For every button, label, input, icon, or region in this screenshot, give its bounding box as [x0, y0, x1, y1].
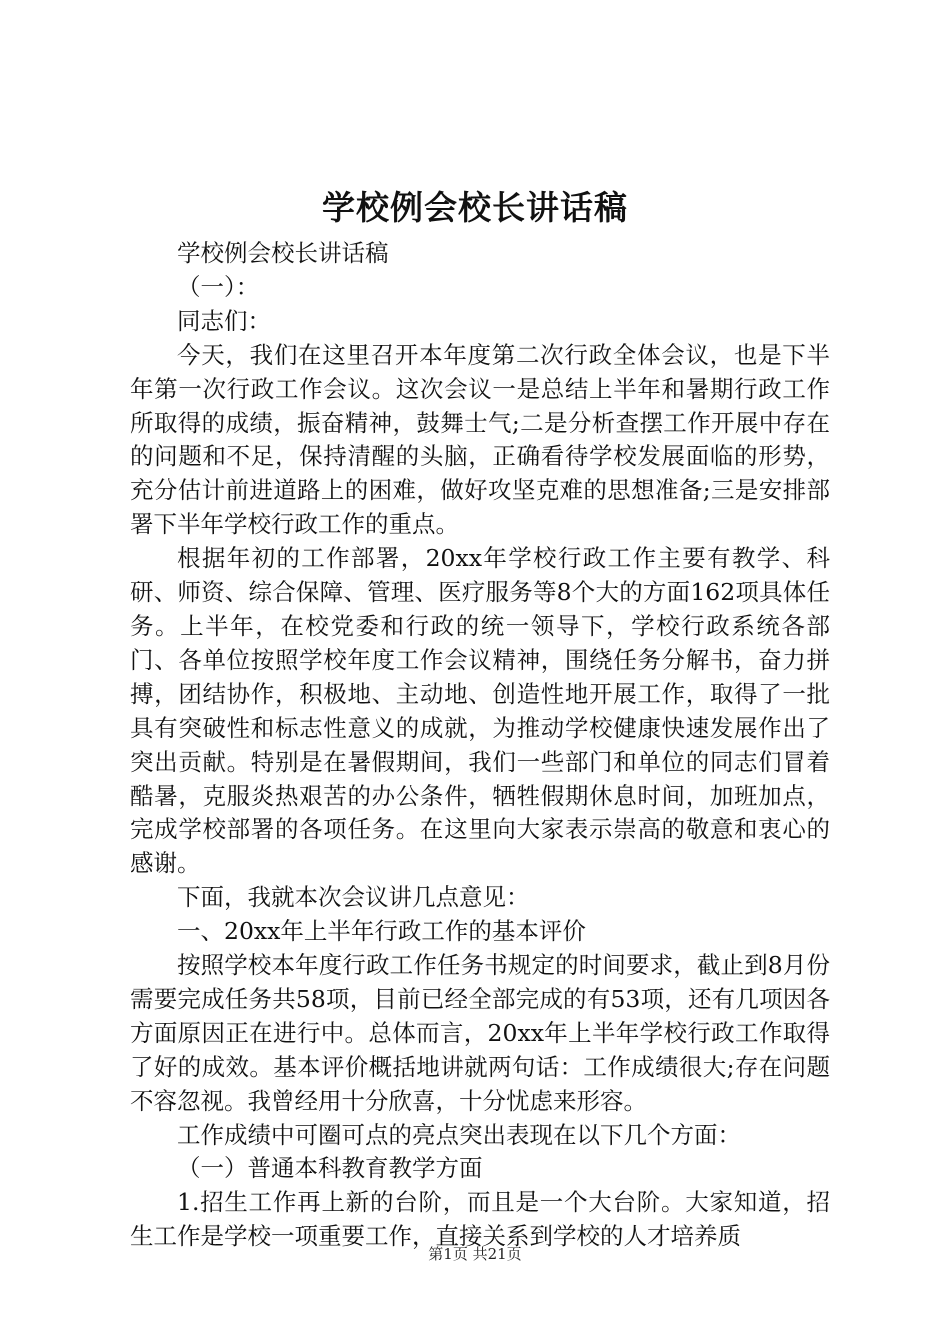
- document-body: [130, 237, 830, 1254]
- paragraph-opening: 今天，我们在这里召开本年度第二次行政全体会议，也是下半年第一次行政工作会议。这次会议一是总结上半年和暑期行政工作所取得的成绩，振奋精神，鼓舞士气;二是分析查摆工作开展中存在的问题和不足，保持清醒的头脑，正确看待学校发展面临的形势，充分估计前进道路上的困难，做好攻坚克难的思想准备;三是安排部署下半年学校行政工作的重点。: [130, 340, 830, 539]
- paragraph-enrollment: 1.招生工作再上新的台阶，而且是一个大台阶。大家知道，招生工作是学校一项重要工作，直接关系到学校的人才培养质: [130, 1188, 830, 1251]
- paragraph-transition: 下面，我就本次会议讲几点意见：: [177, 883, 530, 912]
- paragraph-section-marker: （一）：: [177, 272, 260, 301]
- document-title: 学校例会校长讲话稿: [322, 188, 628, 227]
- paragraph-work-deployment: 根据年初的工作部署，20xx年学校行政工作主要有教学、科研、师资、综合保障、管理、医疗服务等8个大的方面162项具体任务。上半年，在校党委和行政的统一领导下，学校行政系统各部门、各单位按照学校年度工作会议精神，围绕任务分解书，奋力拼搏，团结协作，积极地、主动地、创造性地开展工作，取得了一批具有突破性和标志性意义的成就，为推动学校健康快速发展作出了突出贡献。特别是在暑假期间，我们一些部门和单位的同志们冒着酷暑，克服炎热艰苦的办公条件，牺牲假期休息时间，加班加点，完成学校部署的各项任务。在这里向大家表示崇高的敬意和衷心的感谢。: [130, 544, 830, 878]
- page-footer: 第1页 共21页: [428, 1245, 522, 1263]
- paragraph-highlights-intro: 工作成绩中可圈可点的亮点突出表现在以下几个方面：: [177, 1120, 741, 1149]
- paragraph-heading-repeat: 学校例会校长讲话稿: [177, 239, 389, 267]
- paragraph-subsection-heading: （一）普通本科教育教学方面: [177, 1154, 483, 1183]
- paragraph-evaluation: 按照学校本年度行政工作任务书规定的时间要求，截止到8月份需要完成任务共58项，目前已经全部完成的有53项，还有几项因各方面原因正在进行中。总体而言，20xx年上半年学校行政工作取得了好的成效。基本评价概括地讲就两句话：工作成绩很大;存在问题不容忽视。我曾经用十分欣喜，十分忧虑来形容。: [130, 951, 830, 1115]
- paragraph-section-heading: 一、20xx年上半年行政工作的基本评价: [177, 917, 586, 946]
- paragraph-salutation: 同志们：: [177, 306, 271, 335]
